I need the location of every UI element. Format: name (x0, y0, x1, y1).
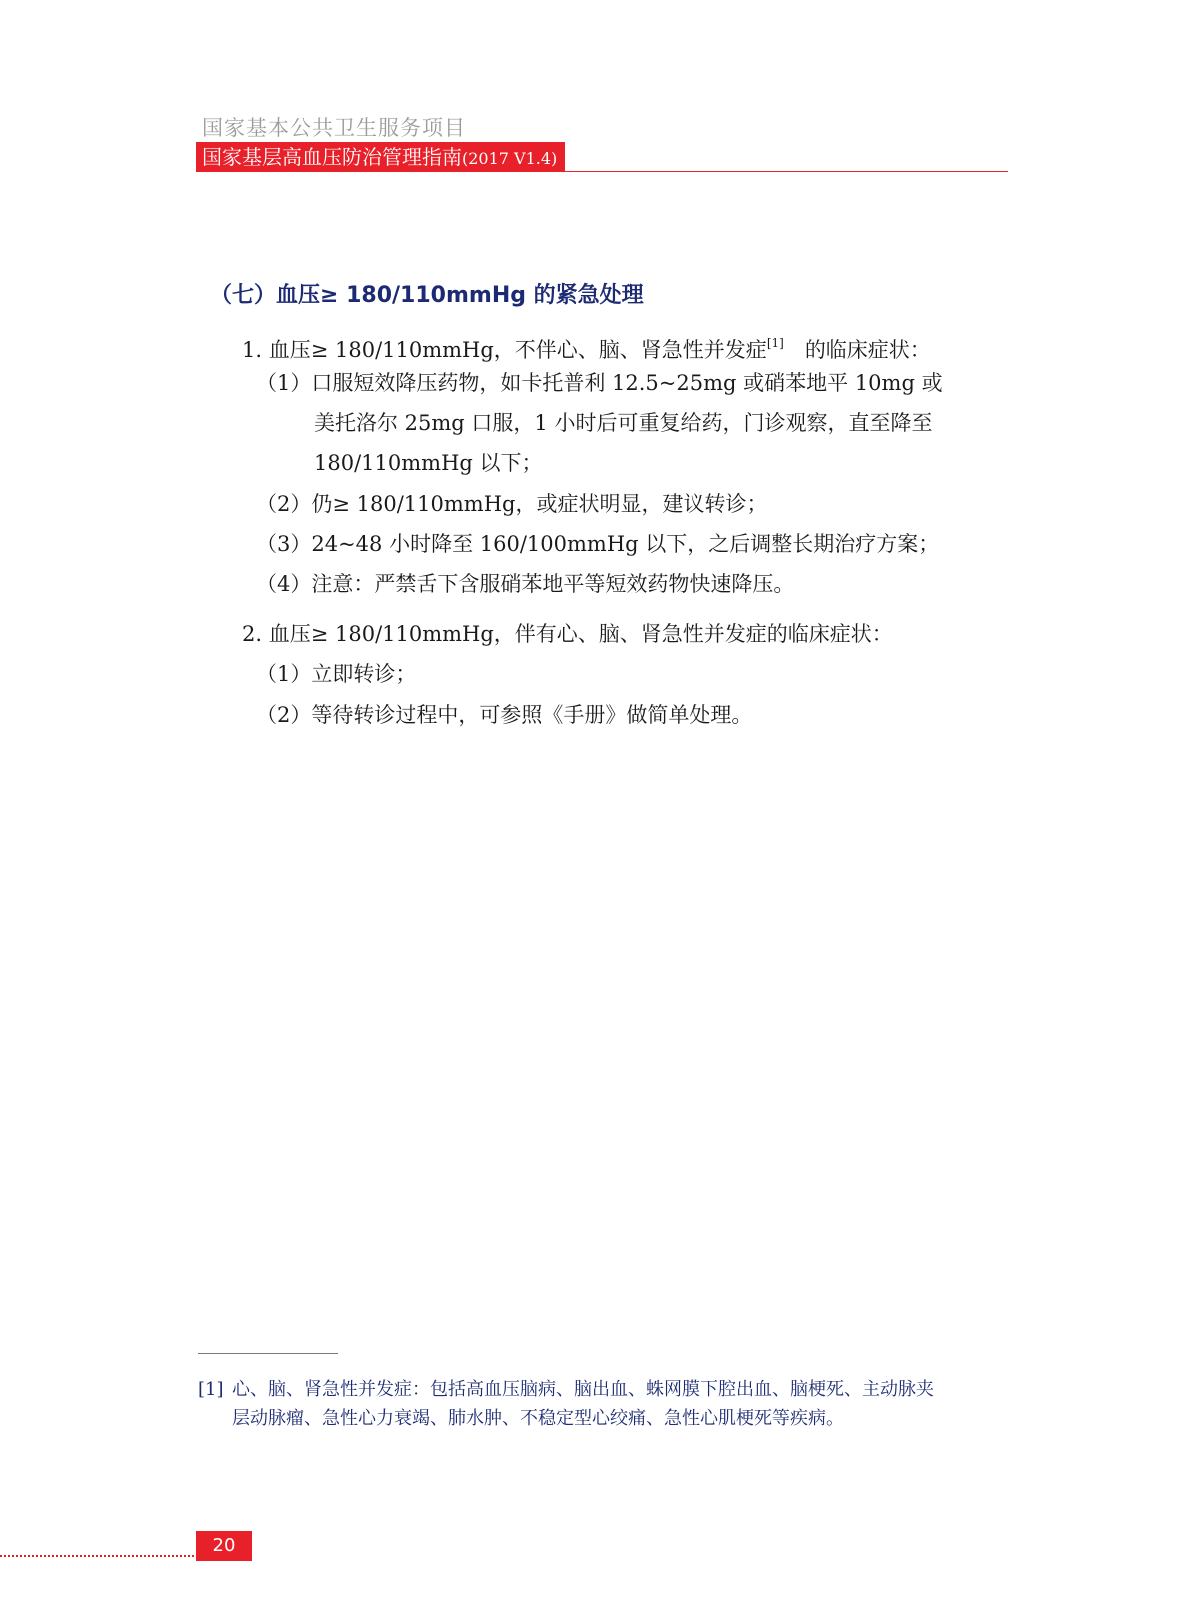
item2-sub1: （1）立即转诊； (256, 662, 417, 686)
header-rule (196, 171, 1008, 172)
page-dotted-rule (0, 1555, 194, 1557)
item1-sub1-line1: （1）口服短效降压药物，如卡托普利 12.5~25mg 或硝苯地平 10mg 或 (256, 371, 943, 395)
page-number: 20 (196, 1531, 252, 1561)
item1-sub4: （4）注意：严禁舌下含服硝苯地平等短效药物快速降压。 (256, 572, 795, 596)
header-series: 国家基本公共卫生服务项目 (202, 116, 466, 140)
section-title: （七）血压≥ 180/110mmHg 的紧急处理 (210, 283, 644, 308)
item2-lead: 2. 血压≥ 180/110mmHg，伴有心、脑、肾急性并发症的临床症状： (242, 622, 893, 646)
item1-lead (242, 328, 931, 365)
item1-sub1-line2: 美托洛尔 25mg 口服，1 小时后可重复给药，门诊观察，直至降至 (314, 411, 933, 435)
item1-sub1-line3: 180/110mmHg 以下； (314, 451, 543, 475)
header-version: (2017 V1.4) (462, 149, 558, 168)
header-title-bar (196, 142, 565, 172)
footnote-ref[interactable]: [1] (766, 336, 784, 350)
item1-lead-text: 1. 血压≥ 180/110mmHg，不伴心、脑、肾急性并发症 (242, 338, 767, 362)
item1-sub3: （3）24~48 小时降至 160/100mmHg 以下，之后调整长期治疗方案； (256, 532, 940, 556)
footnote-line1: 心、脑、肾急性并发症：包括高血压脑病、脑出血、蛛网膜下腔出血、脑梗死、主动脉夹 (232, 1379, 934, 1400)
footnote-line2: 层动脉瘤、急性心力衰竭、肺水肿、不稳定型心绞痛、急性心肌梗死等疾病。 (232, 1408, 844, 1429)
item1-lead-tail: 的临床症状： (804, 338, 931, 362)
header-title: 国家基层高血压防治管理指南 (202, 145, 462, 169)
footnote-rule (198, 1353, 338, 1354)
item1-sub2: （2）仍≥ 180/110mmHg，或症状明显，建议转诊； (256, 492, 768, 516)
footnote-marker: [1] (198, 1379, 224, 1400)
item2-sub2: （2）等待转诊过程中，可参照《手册》做简单处理。 (256, 703, 753, 727)
